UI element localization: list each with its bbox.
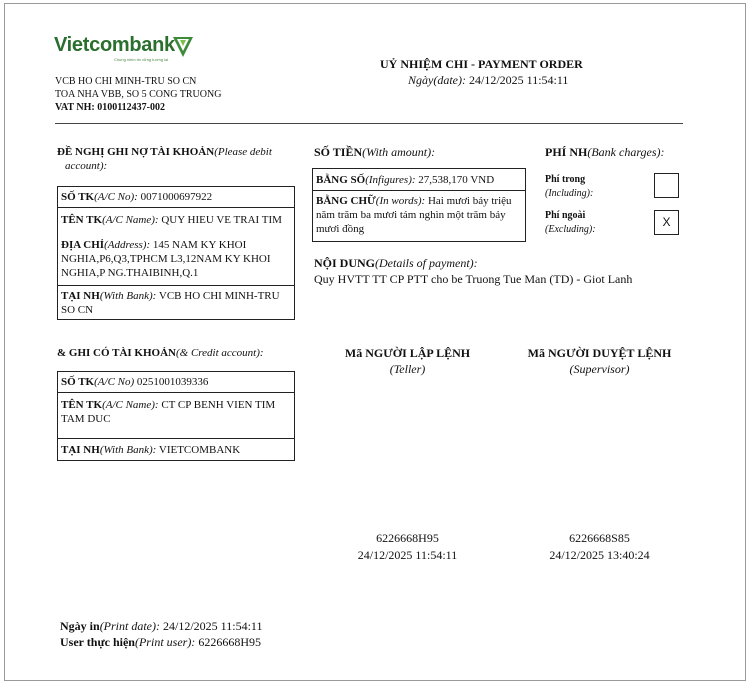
document-date bbox=[408, 73, 568, 88]
amount-figures-value: 27,538,170 VND bbox=[418, 174, 495, 186]
debit-account-box bbox=[57, 186, 295, 320]
vat-label: VAT NH: bbox=[55, 102, 95, 113]
print-user-value: 6226668H95 bbox=[198, 635, 261, 649]
supervisor-time: 24/12/2025 13:40:24 bbox=[549, 548, 650, 562]
charges-label-vi: PHÍ NH bbox=[545, 145, 588, 159]
debit-address-label: ĐỊA CHỈ bbox=[61, 239, 105, 251]
debit-acc-no-label-en: (A/C No): bbox=[94, 191, 138, 203]
amount-words-line1: Hai mươi bảy triệu bbox=[427, 195, 512, 207]
debit-acc-no-value: 0071000697922 bbox=[140, 191, 213, 203]
branch-address: TOA NHA VBB, SO 5 CONG TRUONG bbox=[55, 89, 222, 100]
including-checkbox[interactable] bbox=[654, 173, 679, 198]
credit-acc-name-label: TÊN TK bbox=[61, 399, 103, 411]
including-label-vi: Phí trong bbox=[545, 174, 586, 185]
excluding-checkbox[interactable]: X bbox=[654, 210, 679, 235]
debit-acc-no-row bbox=[58, 187, 294, 208]
print-user-label-en: (Print user): bbox=[134, 635, 196, 649]
teller-code: 6226668H95 bbox=[376, 531, 439, 545]
logo-tagline: Chung niềm tin vững tương lai bbox=[114, 57, 169, 62]
print-date-value: 24/12/2025 11:54:11 bbox=[163, 619, 263, 633]
vat-value: 0100112437-002 bbox=[97, 102, 166, 113]
credit-acc-name-value2: TAM DUC bbox=[61, 413, 111, 425]
charges-including-label bbox=[545, 173, 593, 201]
amount-label-en: (With amount): bbox=[362, 145, 436, 159]
debit-name-address-row bbox=[58, 208, 294, 286]
debit-acc-name-value: QUY HIEU VE TRAI TIM bbox=[161, 214, 282, 226]
supervisor-code: 6226668S85 bbox=[569, 531, 630, 545]
amount-figures-label: BẰNG SỐ bbox=[316, 174, 366, 186]
debit-bank-label: TẠI NH bbox=[61, 290, 100, 302]
credit-acc-no-label: SỐ TK bbox=[61, 376, 95, 388]
debit-acc-name-label-en: (A/C Name): bbox=[102, 214, 159, 226]
teller-title: Mã NGƯỜI LẬP LỆNH bbox=[344, 346, 471, 360]
credit-acc-name-value1: CT CP BENH VIEN TIM bbox=[161, 399, 276, 411]
charges-label-en: (Bank charges): bbox=[587, 145, 665, 159]
amount-label-vi: SỐ TIỀN bbox=[314, 145, 363, 159]
debit-address-line1: 145 NAM KY KHOI bbox=[152, 239, 247, 251]
debit-bank-value2: SO CN bbox=[61, 304, 94, 316]
debit-acc-name bbox=[61, 213, 291, 227]
details-value: Quy HVTT TT CP PTT cho be Truong Tue Man (TD) - Giot Lanh bbox=[314, 272, 633, 286]
teller-time: 24/12/2025 11:54:11 bbox=[357, 548, 458, 562]
credit-acc-no-label-en: (A/C No) bbox=[94, 376, 135, 388]
debit-bank-row bbox=[58, 286, 294, 320]
credit-acc-no-value: 0251001039336 bbox=[136, 376, 209, 388]
amount-words-line2: năm trăm ba mươi tám nghìn một trăm bảy bbox=[316, 209, 506, 221]
credit-bank-label: TẠI NH bbox=[61, 444, 100, 456]
date-value: 24/12/2025 11:54:11 bbox=[468, 73, 569, 87]
details-section-label bbox=[314, 256, 478, 270]
excluding-label-en: (Excluding): bbox=[545, 224, 596, 235]
amount-words-label-en: (In words): bbox=[375, 195, 426, 207]
credit-bank-row bbox=[58, 439, 294, 460]
credit-section-label bbox=[57, 346, 264, 360]
vat-number bbox=[55, 101, 165, 114]
header-divider bbox=[55, 123, 683, 124]
vietcombank-logo bbox=[54, 34, 214, 74]
date-label: Ngày(date): bbox=[408, 73, 466, 87]
amount-figures-row bbox=[313, 169, 525, 191]
charges-excluding-label bbox=[545, 209, 596, 237]
amount-words-label: BẰNG CHỮ bbox=[316, 195, 376, 207]
debit-bank-label-en: (With Bank): bbox=[99, 290, 157, 302]
debit-label-vi: ĐỀ NGHỊ GHI NỢ TÀI KHOẢN bbox=[57, 146, 215, 158]
supervisor-title: Mã NGƯỜI DUYỆT LỆNH bbox=[527, 346, 672, 360]
vietcombank-emblem-icon bbox=[172, 35, 194, 59]
debit-acc-name-label: TÊN TK bbox=[61, 214, 103, 226]
teller-subtitle: (Teller) bbox=[389, 362, 426, 376]
credit-acc-name-label-en: (A/C Name): bbox=[102, 399, 159, 411]
print-user-label: User thực hiện bbox=[60, 635, 135, 649]
print-date-label-en: (Print date): bbox=[99, 619, 161, 633]
credit-label-en: (& Credit account): bbox=[175, 347, 264, 359]
print-date bbox=[60, 619, 262, 634]
debit-address-line3: NGHIA,P NG.THAIBINH,Q.1 bbox=[61, 267, 199, 279]
amount-words-row bbox=[313, 191, 525, 239]
credit-bank-value: VIETCOMBANK bbox=[158, 444, 241, 456]
amount-figures-label-en: (Infigures): bbox=[365, 174, 416, 186]
print-date-label: Ngày in bbox=[60, 619, 100, 633]
details-label-vi: NỘI DUNG bbox=[314, 256, 376, 270]
debit-label-en2: account): bbox=[65, 160, 108, 172]
debit-address-line2: NGHIA,P6,Q3,TPHCM L3,12NAM KY KHOI bbox=[61, 253, 271, 265]
including-label-en: (Including): bbox=[545, 188, 594, 199]
print-user bbox=[60, 635, 261, 650]
document-title: UỶ NHIỆM CHI - PAYMENT ORDER bbox=[380, 57, 583, 71]
debit-address bbox=[61, 238, 291, 280]
amount-section-label bbox=[314, 145, 435, 159]
branch-name: VCB HO CHI MINH-TRU SO CN bbox=[55, 76, 197, 87]
debit-acc-no-label: SỐ TK bbox=[61, 191, 95, 203]
credit-label-vi: & GHI CÓ TÀI KHOẢN bbox=[57, 347, 176, 359]
amount-words-line3: mươi đồng bbox=[316, 223, 365, 235]
credit-acc-name-row bbox=[58, 393, 294, 439]
credit-acc-no-row bbox=[58, 372, 294, 393]
charges-section-label bbox=[545, 145, 665, 159]
excluding-label-vi: Phí ngoài bbox=[545, 210, 586, 221]
logo-wordmark: Vietcombank bbox=[54, 34, 175, 56]
amount-box bbox=[312, 168, 526, 242]
credit-bank-label-en: (With Bank): bbox=[99, 444, 157, 456]
details-label-en: (Details of payment): bbox=[375, 256, 478, 270]
credit-account-box bbox=[57, 371, 295, 461]
debit-label-en: (Please debit bbox=[214, 146, 272, 158]
debit-address-label-en: (Address): bbox=[104, 239, 151, 251]
supervisor-subtitle: (Supervisor) bbox=[569, 362, 630, 376]
debit-section-label bbox=[57, 145, 297, 173]
debit-bank-value1: VCB HO CHI MINH-TRU bbox=[158, 290, 280, 302]
